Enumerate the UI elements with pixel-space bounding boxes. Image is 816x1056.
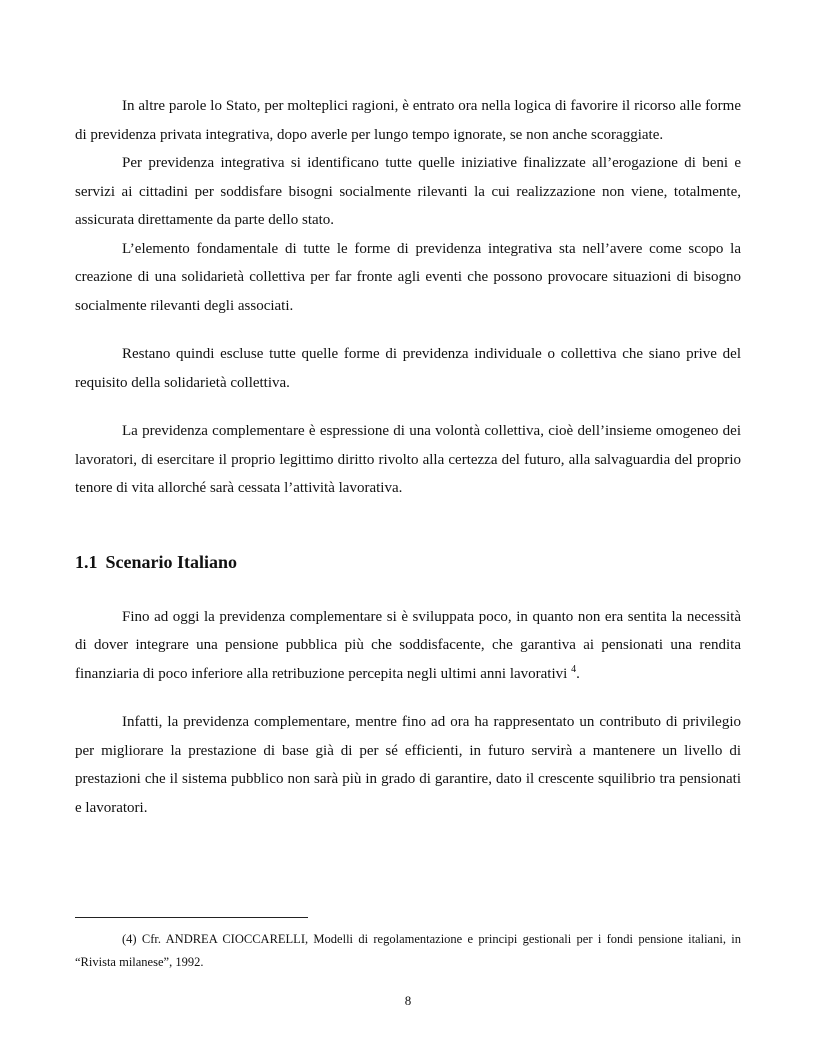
- paragraph-text: Fino ad oggi la previdenza complementare si è sviluppata poco, in quanto non era sentita la necessità di dover integrare una pensione pubblica più che soddisfacente, che garantiva ai pensionati una rendita finanziaria di poco inferiore alla retribuzione percepita negli ultimi anni lavorativi: [75, 608, 741, 682]
- paragraph-end: .: [576, 665, 580, 682]
- document-body: [75, 92, 741, 822]
- paragraph: [75, 603, 741, 689]
- footnote-reference[interactable]: 4: [571, 663, 577, 675]
- paragraph: Per previdenza integrativa si identificano tutte quelle iniziative finalizzate all’erogazione di beni e servizi ai cittadini per soddisfare bisogni socialmente rilevanti la cui realizzazione non viene, totalmente, assicurata direttamente da parte dello stato.: [75, 155, 741, 228]
- paragraph: La previdenza complementare è espressione di una volontà collettiva, cioè dell’insieme omogeneo dei lavoratori, di esercitare il proprio legittimo diritto rivolto alla certezza del futuro, alla salvaguardia del proprio tenore di vita allorché sarà cessata l’attività lavorativa.: [75, 423, 741, 496]
- page-number: 8: [404, 993, 412, 1008]
- paragraph: L’elemento fondamentale di tutte le forme di previdenza integrativa sta nell’avere come scopo la creazione di una solidarietà collettiva per far fronte agli eventi che possono provocare situazioni di bisogno socialmente rilevanti degli associati.: [75, 240, 741, 314]
- section-heading: [75, 549, 741, 575]
- section-number: 1.1: [75, 551, 98, 572]
- paragraph: Restano quindi escluse tutte quelle forme di previdenza individuale o collettiva che siano prive del requisito della solidarietà collettiva.: [75, 346, 741, 391]
- section-title: Scenario Italiano: [105, 551, 238, 572]
- paragraph: In altre parole lo Stato, per molteplici ragioni, è entrato ora nella logica di favorire il ricorso alle forme di previdenza privata integrativa, dopo averle per lungo tempo ignorate, se non anche scoraggiate.: [75, 98, 741, 143]
- footnote: (4) Cfr. ANDREA CIOCCARELLI, Modelli di regolamentazione e principi gestionali per i fondi pensione italiani, in “Rivista milanese”, 1992.: [75, 932, 741, 969]
- footnote-divider: [75, 917, 308, 918]
- paragraph: Infatti, la previdenza complementare, mentre fino ad ora ha rappresentato un contributo di privilegio per migliorare la prestazione di base già di per sé efficienti, in futuro servirà a mantenere un livello di prestazioni che il sistema pubblico non sarà più in grado di garantire, dato il crescente squilibrio tra pensionati e lavoratori.: [75, 714, 741, 816]
